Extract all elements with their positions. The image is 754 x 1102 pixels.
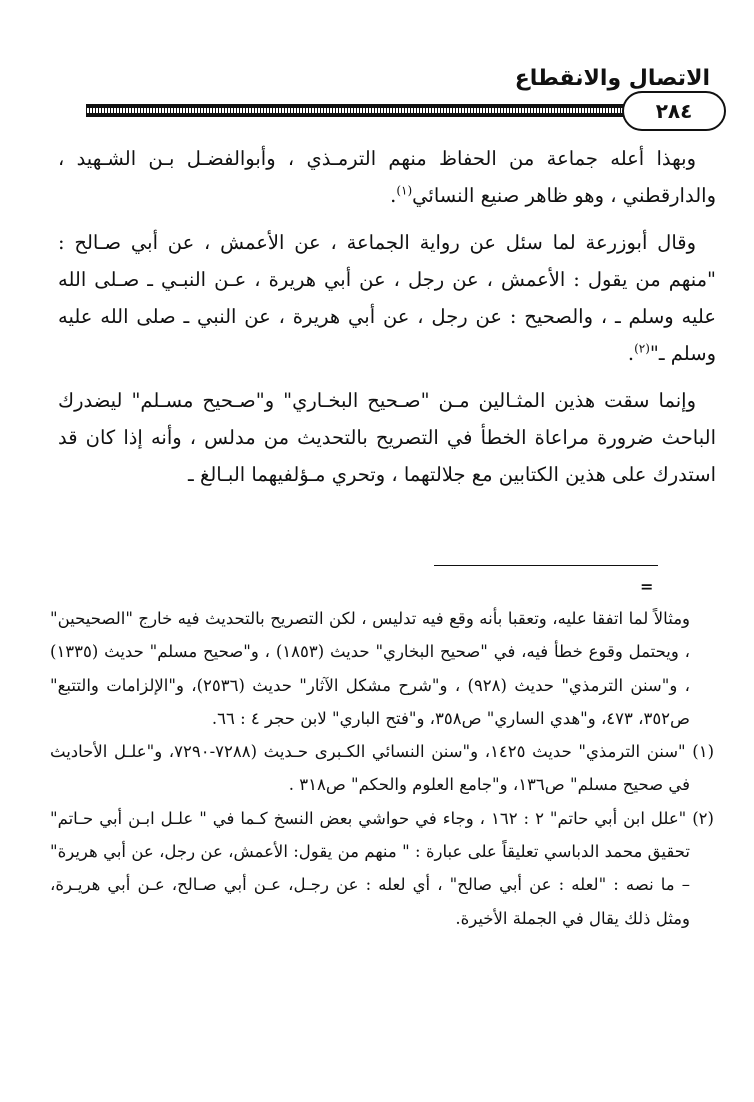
footnote-2: (٢) "علل ابن أبي حاتم" ٢ : ١٦٢ ، وجاء في حواشي بعض النسخ كـما في " علـل ابـن أبي حـاتم" تحقيق محمد الدباسي تعليقاً على عبارة : " منهم من يقول: الأعمش، عن رجل، عن أبي هريرة" – ما نصه : "لعله : عن أبي صالح" ، أي لعله : عن رجـل، عـن أبي صـالح، عـن أبي هريـرة، ومثل ذلك يقال في الجملة الأخيرة. [50, 808, 714, 928]
paragraph-text: وبهذا أعله جماعة من الحفاظ منهم الترمـذي ، وأبوالفضـل بـن الشـهيد ، والدارقطني ، وهو ظاهر صنيع النسائي [58, 147, 716, 207]
paragraph-2 [58, 224, 716, 372]
footnote-separator [434, 565, 658, 566]
paragraph-1 [58, 140, 716, 214]
page-number: ٢٨٤ [622, 91, 726, 131]
running-title: الاتصال والانقطاع [514, 66, 710, 91]
continuation-mark: = [640, 577, 654, 596]
footnotes [50, 602, 714, 935]
paragraph-text: وإنما سقت هذين المثـالين مـن "صـحيح البخـاري" و"صـحيح مسـلم" ليضدرك الباحث ضرورة مراعاة الخطأ في التصريح بالتحديث من مدلس ، وأنه إذا كان قد استدرك على هذين الكتابين مع جلالتهما ، وتحري مـؤلفيهما البـالغ ـ [58, 389, 716, 486]
footnote-ref-2: (٢) [634, 341, 650, 356]
footnote-continuation: ومثالاً لما اتفقا عليه، وتعقبا بأنه وقع فيه تدليس ، لكن التصريح بالتحديث فيه خارج "الصحيحين" ، ويحتمل وقوع خطأ فيه، في "صحيح البخاري" حديث (١٨٥٣) ، و"صحيح مسلم" حديث (١٣٣٥) ، و"سنن الترمذي" حديث (٩٢٨) ، و"شرح مشكل الآثار" حديث (٢٥٣٦)، و"الإلزامات والتتبع" ص٣٥٢، ٤٧٣، و"هدي الساري" ص٣٥٨، و"فتح الباري" لابن حجر ٤ : ٦٦. [50, 609, 690, 728]
paragraph-tail: . [627, 342, 635, 365]
footnote-ref-1: (١) [396, 183, 413, 198]
paragraph-3 [58, 382, 716, 493]
paragraph-text: وقال أبوزرعة لما سئل عن رواية الجماعة ، عن الأعمش ، عن أبي صـالح : "منهم من يقول : الأعمش ، عن رجل ، عن أبي هريرة ، عـن النبـي ـ صـلى الله عليه وسلم ـ ، والصحيح : عن رجل ، عن أبي هريرة ، عن النبي ـ صلى الله عليه وسلم ـ" [58, 231, 716, 365]
paragraph-tail: . [390, 184, 397, 207]
footnote-1: (١) "سنن الترمذي" حديث ١٤٢٥، و"سنن النسائي الكـبرى حـديث (٧٢٨٨-٧٢٩٠، و"علـل الأحاديث في صحيح مسلم" ص١٣٦، و"جامع العلوم والحكم" ص٣١٨ . [50, 742, 715, 795]
main-text [58, 140, 716, 503]
header-rule [86, 104, 622, 117]
